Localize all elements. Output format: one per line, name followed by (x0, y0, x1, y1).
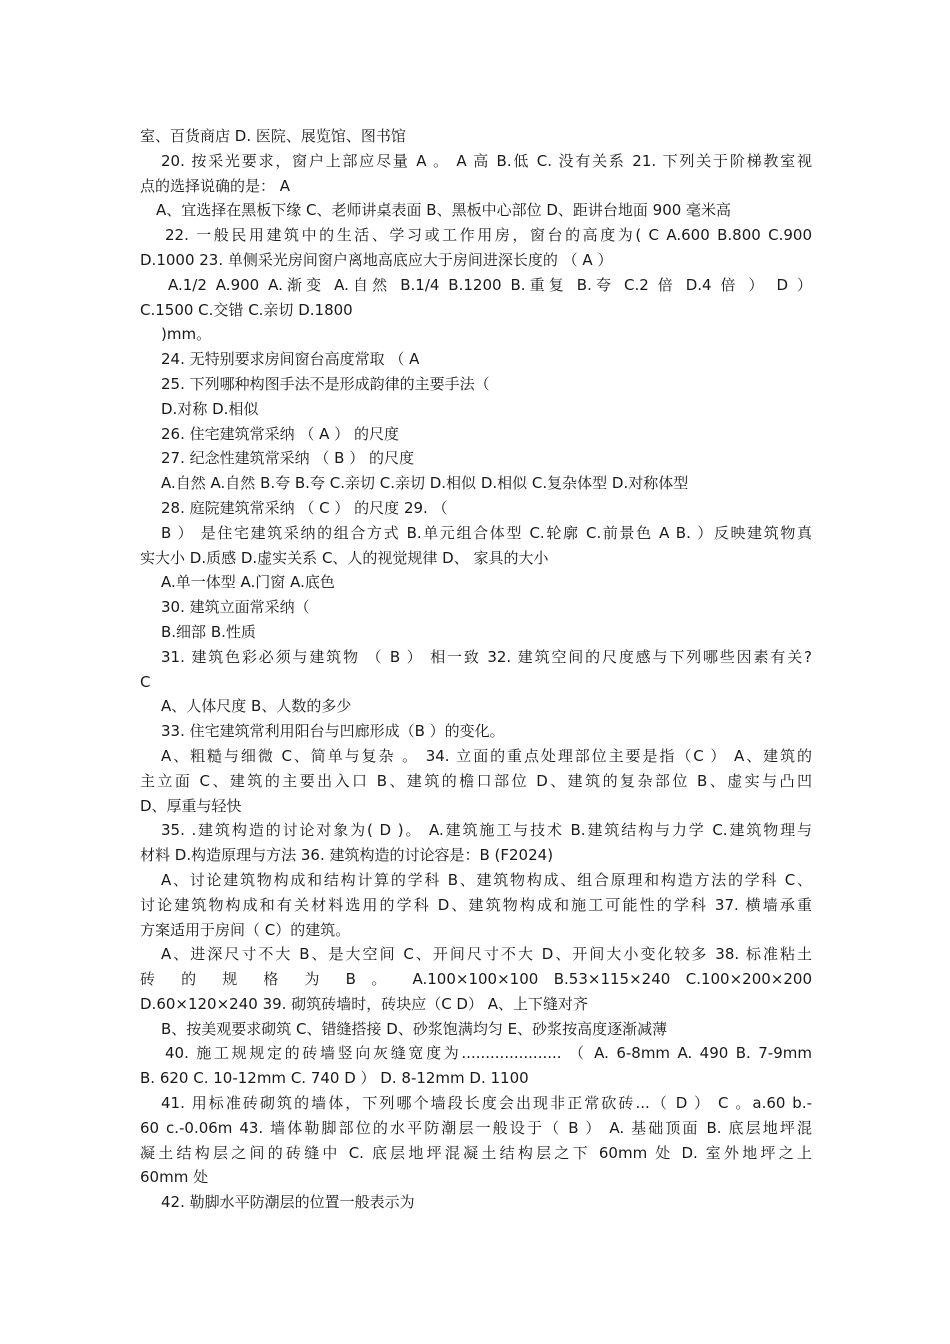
text-line: C (140, 672, 151, 691)
text-line: 27. 纪念性建筑常采纳 （ B ） 的尺度 (161, 449, 414, 468)
text-line: D.60×120×240 39. 砌筑砖墙时，砖块应（C D） A、上下缝对齐 (140, 994, 589, 1013)
text-line: D.1000 23. 单侧采光房间窗户离地高底应大于房间进深长度的 （ A ） (140, 250, 613, 269)
text-line: 40. 施工规规定的砖墙竖向灰缝宽度为..................... （ A. 6-8mm A. 490 B. 7-9mm (165, 1044, 812, 1063)
text-line: 室、百货商店 D. 医院、展览馆、图书馆 (140, 127, 406, 145)
text-line: 60 c.-0.06m 43. 墙体勒脚部位的水平防潮层一般设于（ B ） A. 基础顶面 B. 底层地坪混 (140, 1118, 812, 1137)
text-line: A.自然 A.自然 B.夸 B.夸 C.亲切 C.亲切 D.相似 D.相似 C.复杂体型 D.对称体型 (161, 474, 689, 493)
text-line: 讨论建筑物构成和有关材料选用的学科 D、建筑物构成和施工可能性的学科 37. 横墙承重 (140, 895, 812, 914)
text-line: B.细部 B.性质 (161, 622, 256, 641)
text-line: A.单一体型 A.门窗 A.底色 (161, 573, 335, 592)
text-line: 41. 用标准砖砌筑的墙体，下列哪个墙段长度会出现非正常砍砖...（ D ） C 。a.60 b.- (161, 1094, 812, 1113)
text-line: A、粗糙与细微 C、简单与复杂 。 34. 立面的重点处理部位主要是指（C ） A、建筑的 (161, 746, 812, 765)
text-line: 22. 一般民用建筑中的生活、学习或工作用房，窗台的高度为( C A.600 B.800 C.900 (165, 226, 812, 245)
text-line: A、宜选择在黑板下缘 C、老师讲桌表面 B、黑板中心部位 D、距讲台地面 900 毫米高 (156, 201, 732, 220)
document-page (140, 124, 812, 1215)
text-line: A、人体尺度 B、人数的多少 (161, 697, 352, 716)
text-line: C.1500 C.交错 C.亲切 D.1800 (140, 300, 353, 319)
text-line: 33. 住宅建筑常利用阳台与凹廊形成（B ）的变化。 (161, 722, 505, 741)
text-line: )mm。 (161, 325, 212, 344)
text-line: 35. .建筑构造的讨论对象为( D )。 A.建筑施工与技术 B.建筑结构与力学 C.建筑物理与 (161, 821, 812, 840)
text-line: D.对称 D.相似 (161, 399, 259, 418)
text-line: 24. 无特别要求房间窗台高度常取 （ A (161, 350, 420, 369)
text-line: 60mm 处 (140, 1168, 209, 1187)
text-line: 点的选择说确的是： A (140, 176, 291, 195)
text-line: D、厚重与轻快 (140, 796, 242, 815)
text-line: 30. 建筑立面常采纳（ (161, 598, 310, 617)
text-line: 凝土结构层之间的砖缝中 C. 底层地坪混凝土结构层之下 60mm 处 D. 室外地坪之上 (140, 1143, 812, 1162)
text-line: A、讨论建筑物构成和结构计算的学科 B、建筑物构成、组合原理和构造方法的学科 C、 (161, 870, 812, 889)
text-line: B ） 是住宅建筑采纳的组合方式 B.单元组合体型 C.轮廓 C.前景色 A B. ）反映建筑物真 (161, 523, 812, 542)
text-line: 主立面 C、建筑的主要出入口 B、建筑的檐口部位 D、建筑的复杂部位 B、虚实与凸凹 (140, 771, 812, 790)
text-line: 31. 建筑色彩必须与建筑物 （ B ） 相一致 32. 建筑空间的尺度感与下列哪些因素有关? (161, 647, 812, 666)
text-line: B. 620 C. 10-12mm C. 740 D ） D. 8-12mm D. 1100 (140, 1069, 529, 1088)
text-line: 砖 的 规 格 为 B 。 A.100×100×100 B.53×115×240 C.100×200×200 (140, 970, 812, 989)
text-line: 实大小 D.质感 D.虚实关系 C、人的视觉规律 D、 家具的大小 (140, 548, 549, 567)
text-line: A、进深尺寸不大 B、是大空间 C、开间尺寸不大 D、开间大小变化较多 38. 标准粘土 (161, 945, 812, 964)
text-line: 42. 勒脚水平防潮层的位置一般表示为 (161, 1193, 415, 1212)
text-line: 20. 按采光要求，窗户上部应尽量 A 。 A 高 B.低 C. 没有关系 21. 下列关于阶梯教室视 (161, 151, 812, 170)
text-line: 26. 住宅建筑常采纳 （ A ） 的尺度 (161, 424, 399, 443)
text-line: 28. 庭院建筑常采纳 （ C ） 的尺度 29. （ (161, 498, 448, 517)
text-line: 方案适用于房间（ C）的建筑。 (140, 920, 351, 939)
text-line: 材料 D.构造原理与方法 36. 建筑构造的讨论容是：B (F2024) (140, 846, 554, 865)
text-line: A.1/2 A.900 A.渐变 A.自然 B.1/4 B.1200 B.重复 B.夸 C.2 倍 D.4 倍 ） D ） (168, 275, 812, 294)
text-line: 25. 下列哪种构图手法不是形成韵律的主要手法（ (161, 374, 490, 393)
text-line: B、按美观要求砌筑 C、错缝搭接 D、砂浆饱满均匀 E、砂浆按高度逐渐减薄 (161, 1019, 668, 1038)
